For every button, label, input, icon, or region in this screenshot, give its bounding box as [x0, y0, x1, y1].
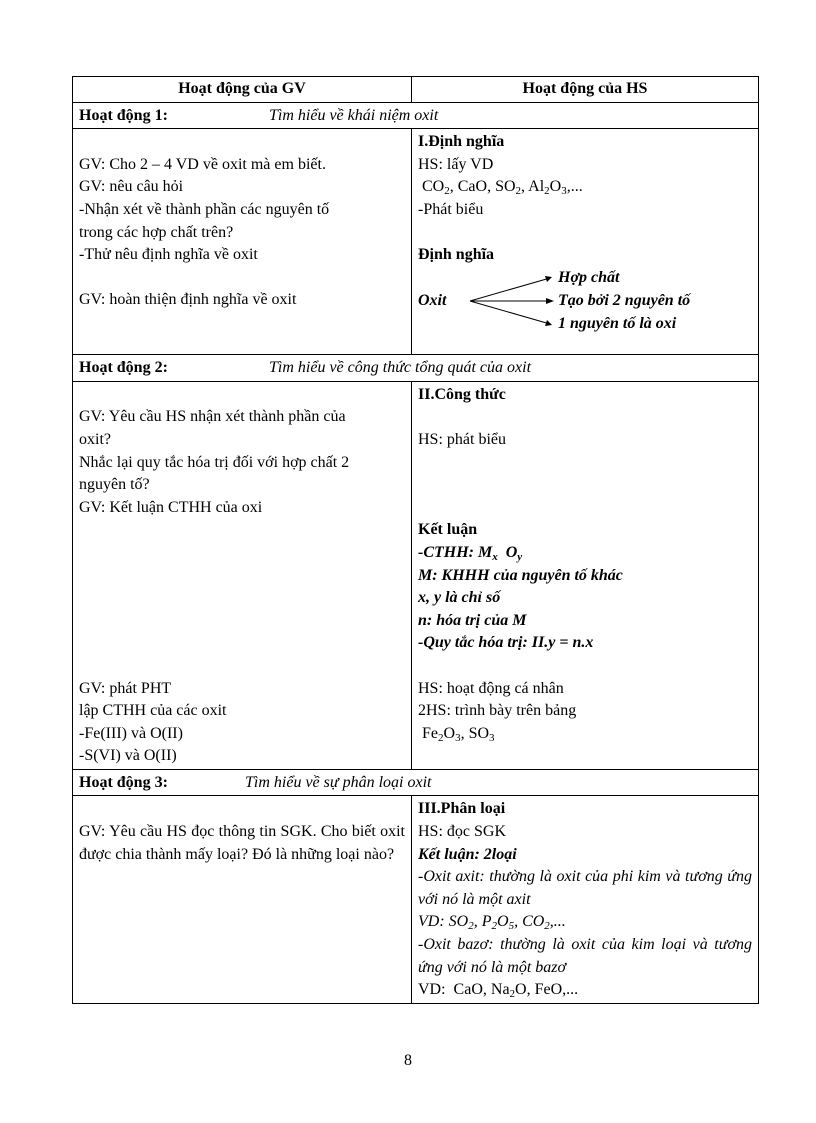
activity1-hs-cell — [412, 129, 759, 355]
table-header-row — [73, 77, 759, 103]
gv-line: GV: phát PHT — [79, 679, 172, 697]
acid-oxide-examples: VD: $SO_2$, $P_2O_5$, $CO_2$,... — [418, 913, 566, 933]
gv-line: lập CTHH của các oxit — [79, 702, 227, 720]
activity2-row — [73, 381, 759, 769]
gv-line: -Thử nêu định nghĩa về oxit — [79, 246, 258, 264]
hs-examples: $CO_2$, CaO, $SO_2$, $Al_2O_3$,... — [422, 178, 583, 198]
page-number: 8 — [404, 1052, 412, 1069]
activity1-title-row — [73, 102, 759, 129]
activity2-hs-cell — [412, 381, 759, 769]
gv-line: GV: nêu câu hỏi — [79, 178, 184, 196]
gv-line: -Nhận xét về thành phần các nguyên tố — [79, 200, 330, 218]
activity2-title-row — [73, 355, 759, 382]
header-gv: Hoạt động của GV — [73, 77, 412, 103]
gv-line: oxit? — [79, 430, 111, 448]
activity3-desc: Tìm hiểu về sự phân loại oxit — [245, 773, 432, 791]
acid-oxide-text: -Oxit axit: thường là oxit của phi kim và tương ứng với nó là một axit — [418, 868, 752, 908]
gv-line: -Fe(III) và O(II) — [79, 724, 183, 742]
conclusion-line: M: KHHH của nguyên tố khác — [418, 566, 623, 584]
hs-line: HS: phát biểu — [418, 430, 506, 448]
definition-heading: Định nghĩa — [418, 246, 495, 264]
activity3-gv-cell — [73, 796, 412, 1003]
header-hs: Hoạt động của HS — [412, 77, 759, 103]
section-heading: I.Định nghĩa — [418, 133, 505, 151]
gv-line — [79, 384, 405, 407]
conclusion-heading: Kết luận: 2loại — [418, 845, 517, 863]
hs-line: HS: đọc SGK — [418, 823, 507, 841]
activity2-desc: Tìm hiểu về công thức tổng quát của oxit — [269, 359, 532, 377]
gv-line: Nhắc lại quy tắc hóa trị đối với hợp chất 2 — [79, 453, 350, 471]
branch-two-elements: Tạo bởi 2 nguyên tố — [558, 291, 691, 309]
conclusion-line: n: hóa trị của M — [418, 611, 527, 629]
activity3-hs-cell — [412, 796, 759, 1003]
gv-line — [79, 131, 405, 154]
activity1-gv-cell — [73, 129, 412, 355]
oxit-label: Oxit — [418, 291, 447, 309]
activity1-desc: Tìm hiểu về khái niệm oxit — [269, 106, 439, 124]
conclusion-line: x, y là chỉ số — [418, 589, 501, 607]
conclusion-heading: Kết luận — [418, 521, 478, 539]
activity2-gv-cell — [73, 381, 412, 769]
hs-line: HS: hoạt động cá nhân — [418, 679, 564, 697]
gv-paragraph: GV: Yêu cầu HS đọc thông tin SGK. Cho biết oxit được chia thành mấy loại? Đó là những loại nào? — [79, 823, 405, 863]
branch-arrows-icon — [466, 267, 556, 335]
base-oxide-examples: VD: CaO, $Na_2O$, FeO,... — [418, 981, 579, 1001]
gv-line: GV: Kết luận CTHH của oxi — [79, 498, 263, 516]
lesson-table — [72, 76, 759, 1004]
section-heading: III.Phân loại — [418, 800, 506, 818]
gv-line: trong các hợp chất trên? — [79, 223, 234, 241]
activity1-title: Hoạt động 1: — [79, 106, 168, 124]
gv-line: GV: hoàn thiện định nghĩa về oxit — [79, 291, 297, 309]
gv-line: nguyên tố? — [79, 476, 150, 494]
gv-line: GV: Yêu cầu HS nhận xét thành phần của — [79, 408, 346, 426]
gv-line: GV: Cho 2 – 4 VD về oxit mà em biết. — [79, 155, 326, 173]
gv-line — [79, 798, 405, 821]
hs-line: 2HS: trình bày trên bảng — [418, 702, 577, 720]
branch-oxygen: 1 nguyên tố là oxi — [558, 314, 677, 332]
base-oxide-text: -Oxit bazơ: thường là oxit của kim loại và tương ứng với nó là một bazơ — [418, 936, 752, 976]
activity2-title: Hoạt động 2: — [79, 359, 168, 377]
gv-line: -S(VI) và O(II) — [79, 747, 177, 765]
activity3-title: Hoạt động 3: — [79, 773, 168, 791]
hs-line: HS: lấy VD — [418, 155, 494, 173]
activity1-row — [73, 129, 759, 355]
branch-compound: Hợp chất — [558, 268, 620, 286]
activity3-row — [73, 796, 759, 1003]
conclusion-line: -Quy tắc hóa trị: II.y = n.x — [418, 634, 594, 652]
hs-line: -Phát biểu — [418, 200, 484, 218]
cthh-formula: -CTHH: $M_x$ $O_y$ — [418, 543, 523, 563]
definition-diagram — [418, 267, 752, 335]
hs-answer: $Fe_2O_3$, $SO_3$ — [418, 724, 495, 744]
section-heading: II.Công thức — [418, 385, 506, 403]
gv-line — [79, 267, 405, 290]
activity3-title-row — [73, 769, 759, 796]
